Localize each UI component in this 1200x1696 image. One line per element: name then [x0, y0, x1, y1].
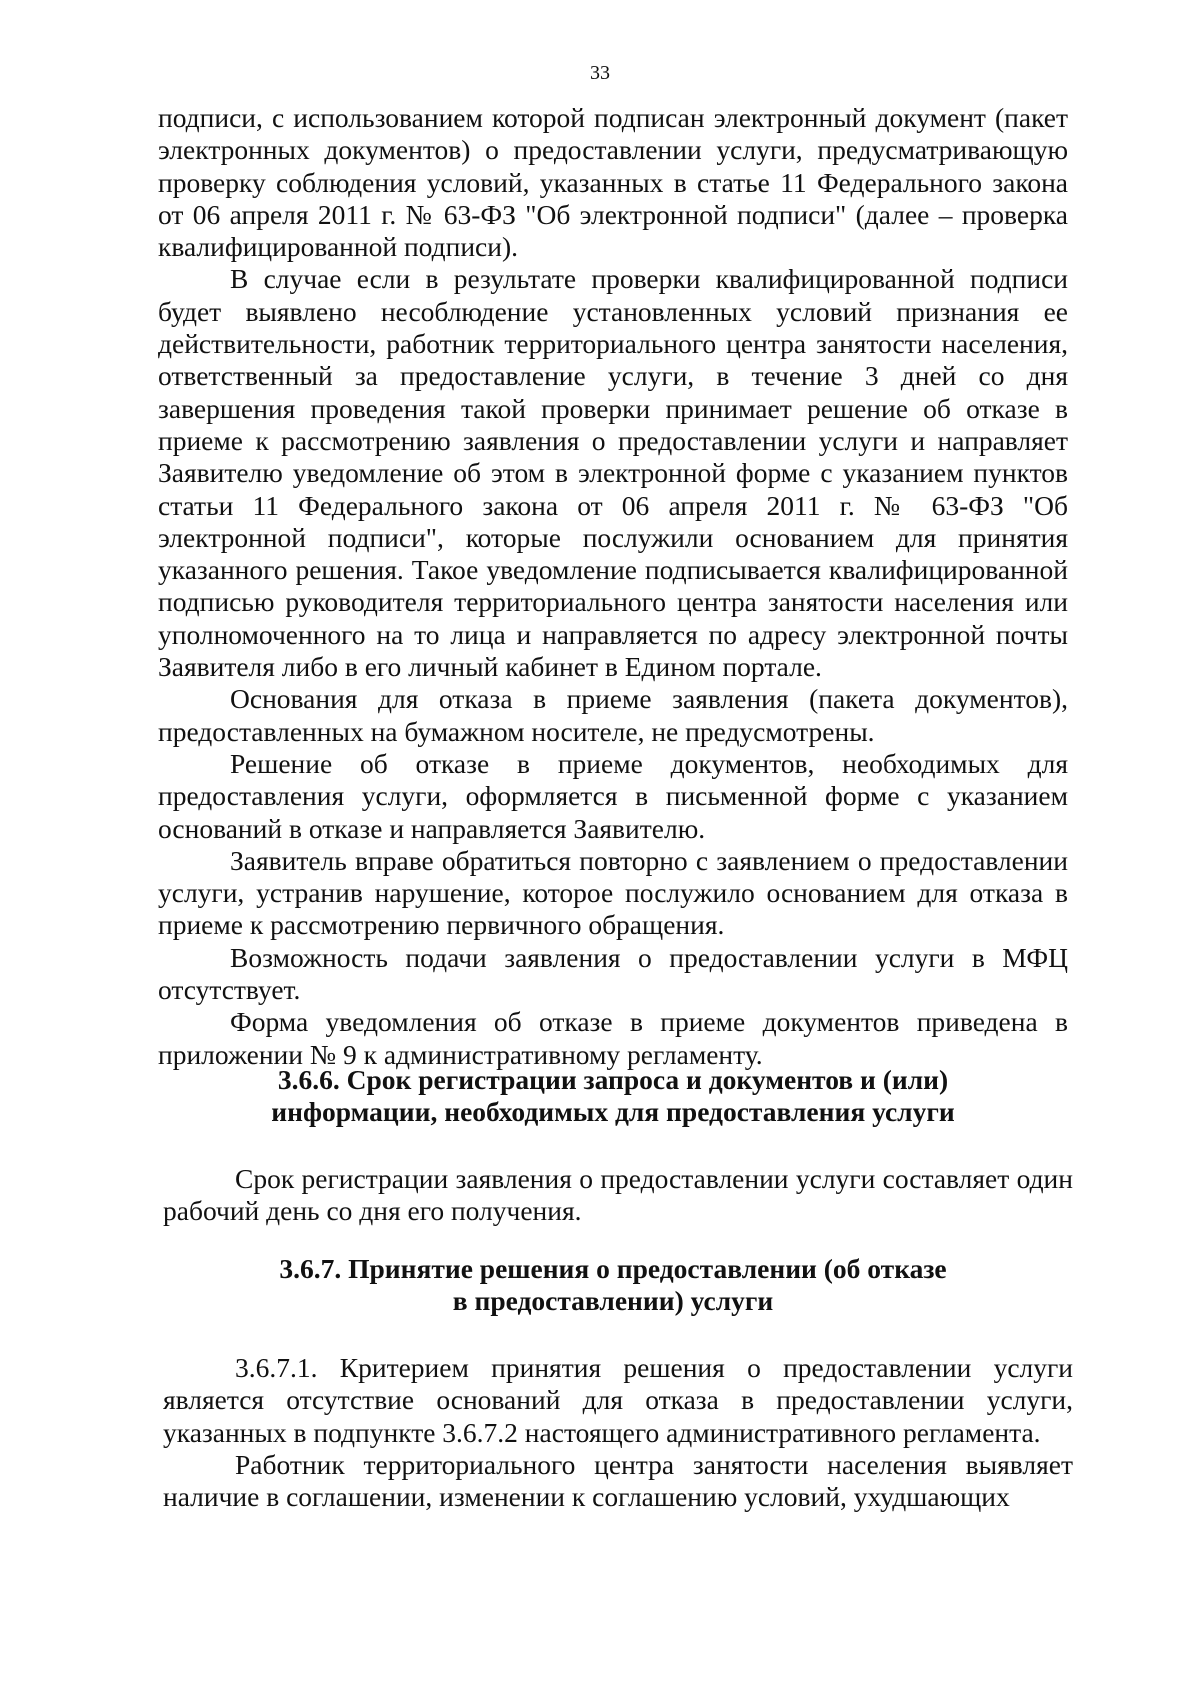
section-heading-3-6-6	[158, 1064, 1068, 1129]
paragraph-qualified-signature-check: подписи, с использованием которой подписан электронный документ (пакет электронных документов) о предоставлении услуги, предусматривающую проверку соблюдения условий, указанных в статье 11 Федерального закона от 06 апреля 2011 г. № 63-ФЗ "Об электронной подписи" (далее – проверка квалифицированной подписи).	[158, 102, 1068, 263]
paragraph-mfc-unavailable: Возможность подачи заявления о предоставлении услуги в МФЦ отсутствует.	[158, 941, 1068, 1006]
section-3-6-6-body	[163, 1163, 1073, 1228]
document-body-top	[158, 102, 1068, 1071]
page-number: 33	[590, 62, 610, 84]
paragraph-refusal-form: Форма уведомления об отказе в приеме документов приведена в приложении № 9 к административному регламенту.	[158, 1006, 1068, 1070]
paragraph-decision-criterion: 3.6.7.1. Критерием принятия решения о предоставлении услуги является отсутствие оснований для отказа в предоставлении услуги, указанных в подпункте 3.6.7.2 настоящего административного регламента.	[163, 1352, 1073, 1448]
paragraph-refusal-decision: Решение об отказе в приеме документов, необходимых для предоставления услуги, оформляется в письменной форме с указанием оснований в отказе и направляется Заявителю.	[158, 747, 1068, 844]
paragraph-paper-refusal-grounds: Основания для отказа в приеме заявления (пакета документов), предоставленных на бумажном носителе, не предусмотрены.	[158, 683, 1068, 747]
section-heading-3-6-6-line2: информации, необходимых для предоставления услуги	[271, 1096, 955, 1128]
paragraph-repeat-application: Заявитель вправе обратиться повторно с заявлением о предоставлении услуги, устранив нарушение, которое послужило основанием для отказа в приеме к рассмотрению первичного обращения.	[158, 844, 1068, 941]
section-heading-3-6-7-line1: 3.6.7. Принятие решения о предоставлении (об отказе	[279, 1253, 947, 1284]
section-3-6-7-body	[163, 1352, 1073, 1513]
paragraph-signature-noncompliance: В случае если в результате проверки квалифицированной подписи будет выявлено несоблюдение установленных условий признания ее действительности, работник территориального центра занятости населения, ответственный за предоставление услуги, в течение 3 дней со дня завершения проведения такой проверки принимает решение об отказе в приеме к рассмотрению заявления о предоставлении услуги и направляет Заявителю уведомление об этом в электронной форме с указанием пунктов статьи 11 Федерального закона от 06 апреля 2011 г. № 63-ФЗ "Об электронной подписи", которые послужили основанием для принятия указанного решения. Такое уведомление подписывается квалифицированной подписью руководителя территориального центра занятости населения или уполномоченного на то лица и направляется по адресу электронной почты Заявителя либо в его личный кабинет в Едином портале.	[158, 263, 1068, 683]
section-heading-3-6-6-line1: 3.6.6. Срок регистрации запроса и документов и (или)	[277, 1064, 949, 1095]
section-heading-3-6-7	[158, 1253, 1068, 1318]
section-heading-3-6-7-line2: в предоставлении) услуги	[452, 1285, 774, 1317]
paragraph-registration-term: Срок регистрации заявления о предоставлении услуги составляет один рабочий день со дня его получения.	[163, 1163, 1073, 1227]
paragraph-agreement-conditions: Работник территориального центра занятости населения выявляет наличие в соглашении, изменении к соглашению условий, ухудшающих	[163, 1448, 1073, 1513]
